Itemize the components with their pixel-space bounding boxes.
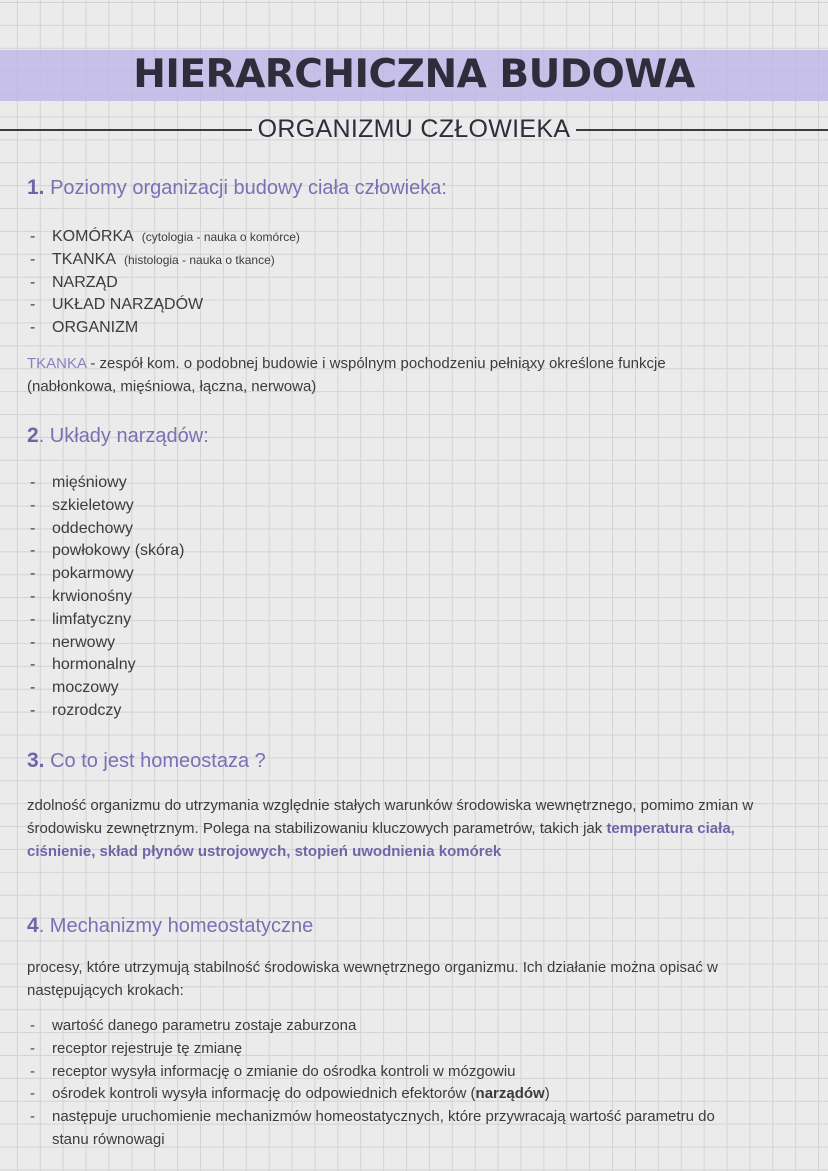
list-item: - mięśniowy xyxy=(30,474,127,491)
organ-systems-list xyxy=(30,472,184,723)
tissue-definition: TKANKA - zespół kom. o podobnej budowie i wspólnym pochodzeniu pełniąxy określone funkcje (nabłonkowa, mięśniowa, łączna, nerwowa) xyxy=(27,355,666,395)
list-item: - hormonalny xyxy=(30,656,136,674)
list-item: - ORGANIZM xyxy=(30,319,139,337)
section-1-heading: 1. Poziomy organizacji budowy ciała człowieka: xyxy=(27,176,447,199)
list-item: - UKŁAD NARZĄDÓW xyxy=(30,296,204,314)
divider xyxy=(0,129,252,131)
list-item: - pokarmowy xyxy=(30,565,134,583)
section-4-heading: 4. Mechanizmy homeostatyczne xyxy=(27,914,314,937)
list-item: - TKANKA (histologia - nauka o tkance) xyxy=(30,250,275,268)
mechanisms-intro: procesy, które utrzymują stabilność środowiska wewnętrznego organizmu. Ich działanie można opisać w następujących krokach: xyxy=(27,959,718,999)
list-item: - receptor rejestruje tę zmianę xyxy=(30,1039,243,1057)
list-item: - oddechowy xyxy=(30,519,133,537)
page-title: HIERARCHICZNA BUDOWA xyxy=(133,52,695,97)
homeostasis-definition: zdolność organizmu do utrzymania względnie stałych warunków środowiska wewnętrznego, pomimo zmian w środowisku zewnętrznym. Polega na stabilizowaniu kluczowych parametrów, takich jak temperatura ciała, ciśnienie, skład płynów ustrojowych, stopień uwodnienia komórek xyxy=(27,797,754,860)
list-item: - KOMÓRKA (cytologia - nauka o komórce) xyxy=(30,228,300,245)
list-item: - powłokowy (skóra) xyxy=(30,542,185,560)
list-item: - wartość danego parametru zostaje zaburzona xyxy=(30,1017,357,1034)
list-item: - receptor wysyła informację o zmianie do ośrodka kontroli w mózgowiu xyxy=(30,1062,516,1080)
divider xyxy=(576,129,828,131)
list-item: - rozrodczy xyxy=(30,701,122,719)
list-item: - limfatyczny xyxy=(30,610,132,628)
list-item: - NARZĄD xyxy=(30,273,118,291)
list-item: - nerwowy xyxy=(30,633,116,651)
list-item: - krwionośny xyxy=(30,587,133,605)
page-subtitle: ORGANIZMU CZŁOWIEKA xyxy=(257,115,571,143)
list-item: - następuje uruchomienie mechanizmów homeostatycznych, które przywracają wartość parametru do stanu równowagi xyxy=(30,1108,715,1148)
section-3-heading: 3. Co to jest homeostaza ? xyxy=(27,749,266,772)
list-item: - ośrodek kontroli wysyła informację do odpowiednich efektorów (narządów) xyxy=(30,1085,550,1103)
list-item: - moczowy xyxy=(30,679,119,697)
mechanisms-steps xyxy=(30,1015,750,1152)
levels-list xyxy=(30,226,300,340)
section-2-heading: 2. Układy narządów: xyxy=(27,424,209,447)
subtitle-row xyxy=(0,115,828,144)
list-item: - szkieletowy xyxy=(30,496,134,514)
